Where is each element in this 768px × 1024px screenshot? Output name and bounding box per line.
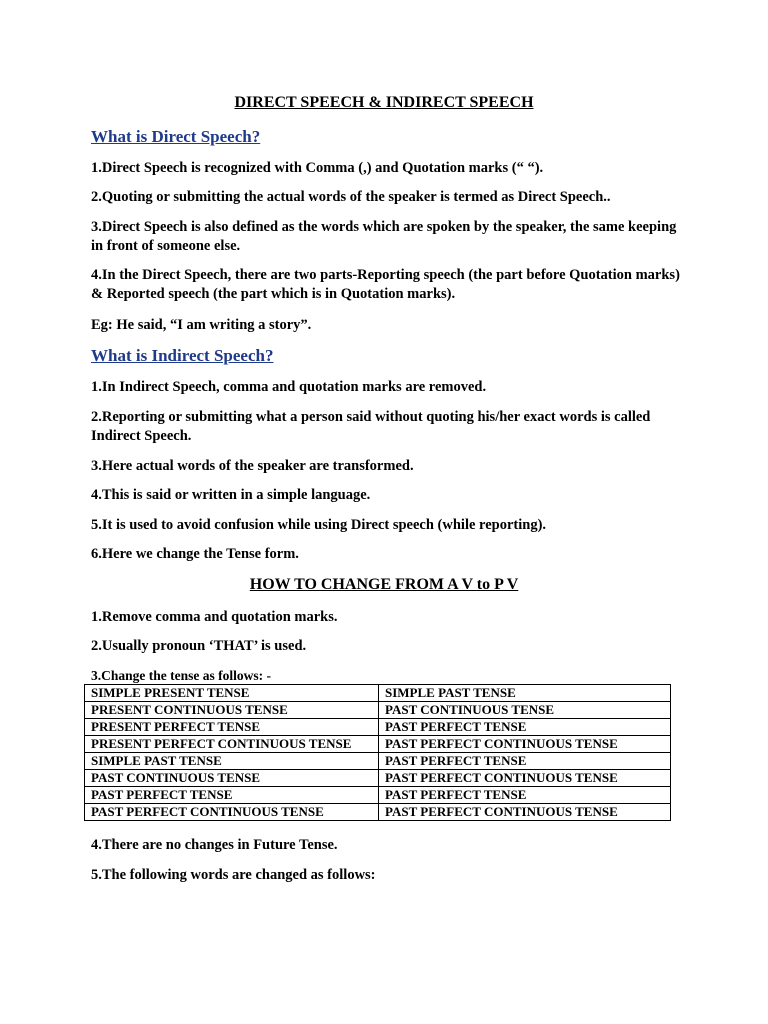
- indirect-tense-cell: PAST PERFECT TENSE: [379, 787, 671, 804]
- table-row: [85, 770, 671, 787]
- direct-example: Eg: He said, “I am writing a story”.: [91, 317, 312, 333]
- direct-tense-cell: SIMPLE PRESENT TENSE: [85, 685, 379, 702]
- change-point-1: 1.Remove comma and quotation marks.: [91, 609, 338, 625]
- indirect-tense-cell: SIMPLE PAST TENSE: [379, 685, 671, 702]
- indirect-point-6: 6.Here we change the Tense form.: [91, 546, 299, 562]
- table-row: [85, 736, 671, 753]
- change-heading: HOW TO CHANGE FROM A V to P V: [249, 576, 519, 593]
- table-row: [85, 753, 671, 770]
- change-point-2: 2.Usually pronoun ‘THAT’ is used.: [91, 638, 307, 654]
- change-point-3: 3.Change the tense as follows: -: [91, 668, 271, 683]
- indirect-point-1: 1.In Indirect Speech, comma and quotation marks are removed.: [91, 379, 487, 395]
- direct-tense-cell: PAST CONTINUOUS TENSE: [85, 770, 379, 787]
- direct-point-4: 4.In the Direct Speech, there are two parts-Reporting speech (the part before Quotation marks) & Reported speech (the part which is in Quotation marks).: [91, 267, 680, 302]
- table-row: [85, 787, 671, 804]
- direct-speech-heading: What is Direct Speech?: [91, 127, 261, 146]
- tense-change-table: [84, 684, 671, 821]
- direct-tense-cell: PAST PERFECT CONTINUOUS TENSE: [85, 804, 379, 821]
- direct-point-2: 2.Quoting or submitting the actual words of the speaker is termed as Direct Speech..: [91, 189, 611, 205]
- direct-tense-cell: PAST PERFECT TENSE: [85, 787, 379, 804]
- direct-point-3: 3.Direct Speech is also defined as the words which are spoken by the speaker, the same keeping in front of someone else.: [91, 219, 677, 254]
- indirect-tense-cell: PAST PERFECT CONTINUOUS TENSE: [379, 736, 671, 753]
- table-row: [85, 719, 671, 736]
- table-row: [85, 685, 671, 702]
- table-row: [85, 702, 671, 719]
- indirect-point-4: 4.This is said or written in a simple language.: [91, 487, 371, 503]
- change-point-4: 4.There are no changes in Future Tense.: [91, 837, 338, 853]
- document-title: DIRECT SPEECH & INDIRECT SPEECH: [234, 94, 534, 111]
- indirect-tense-cell: PAST CONTINUOUS TENSE: [379, 702, 671, 719]
- indirect-point-3: 3.Here actual words of the speaker are transformed.: [91, 458, 414, 474]
- direct-tense-cell: PRESENT PERFECT CONTINUOUS TENSE: [85, 736, 379, 753]
- direct-tense-cell: SIMPLE PAST TENSE: [85, 753, 379, 770]
- direct-point-1: 1.Direct Speech is recognized with Comma (,) and Quotation marks (“ “).: [91, 160, 544, 176]
- table-row: [85, 804, 671, 821]
- indirect-point-5: 5.It is used to avoid confusion while using Direct speech (while reporting).: [91, 517, 547, 533]
- indirect-tense-cell: PAST PERFECT CONTINUOUS TENSE: [379, 804, 671, 821]
- change-point-5: 5.The following words are changed as follows:: [91, 867, 376, 883]
- direct-tense-cell: PRESENT PERFECT TENSE: [85, 719, 379, 736]
- indirect-tense-cell: PAST PERFECT TENSE: [379, 719, 671, 736]
- indirect-point-2: 2.Reporting or submitting what a person said without quoting his/her exact words is called Indirect Speech.: [91, 409, 651, 444]
- indirect-speech-heading: What is Indirect Speech?: [91, 346, 274, 365]
- indirect-tense-cell: PAST PERFECT TENSE: [379, 753, 671, 770]
- direct-tense-cell: PRESENT CONTINUOUS TENSE: [85, 702, 379, 719]
- indirect-tense-cell: PAST PERFECT CONTINUOUS TENSE: [379, 770, 671, 787]
